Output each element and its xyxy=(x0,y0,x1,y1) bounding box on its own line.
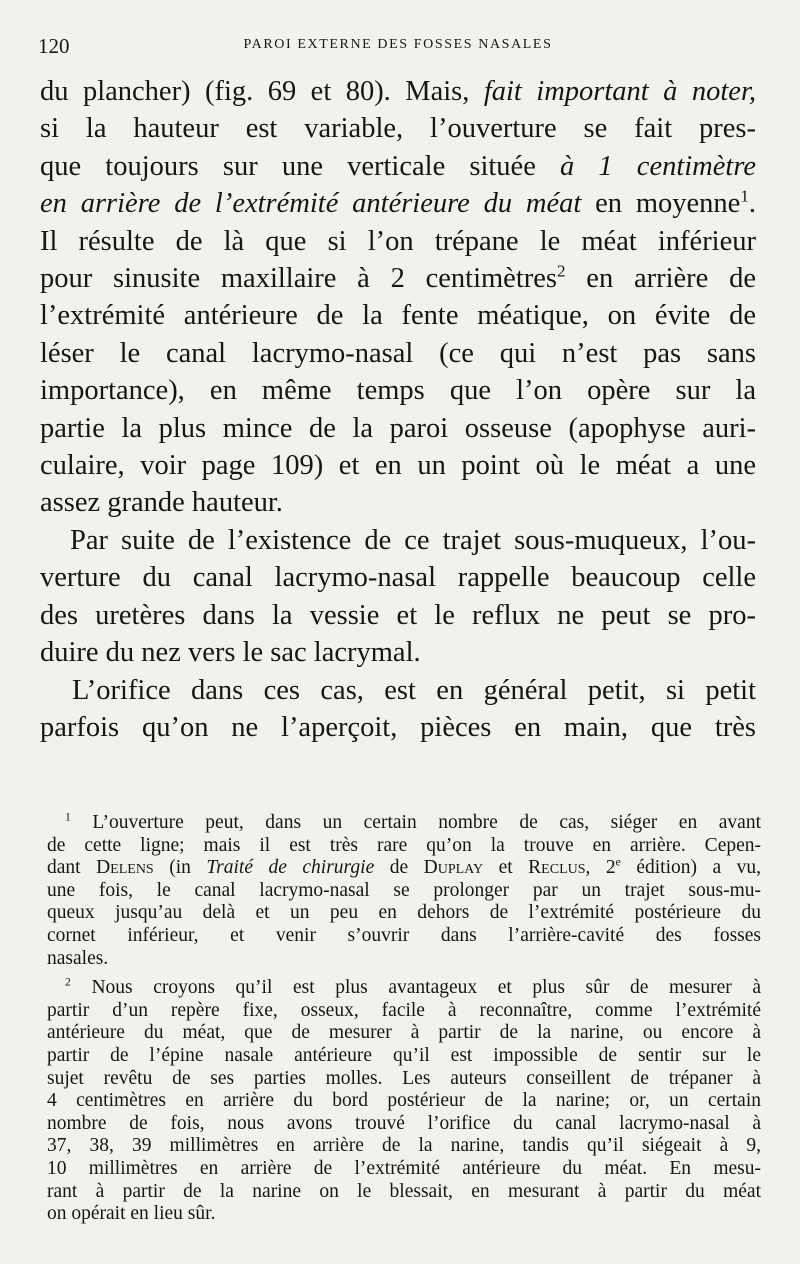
text-span: que toujours sur une verticale située xyxy=(40,150,560,182)
text-span: de xyxy=(374,857,424,879)
main-text xyxy=(40,73,756,746)
text-line: en arrière de l’extrémité antérieure du méat en moyenne$^1$. xyxy=(40,186,756,220)
footnote-line: rant à partir de la narine on le blessait, en mesurant à partir du méat xyxy=(47,1180,761,1202)
author-name: Delens xyxy=(96,857,154,879)
text-line: duire du nez vers le sac lacrymal. xyxy=(40,637,421,669)
footnote-line: 4 centimètres en arrière du bord postérieur de la narine; or, un certain xyxy=(47,1090,761,1112)
footnotes xyxy=(47,812,761,1226)
footnote-marker: 1 xyxy=(65,810,71,824)
footnote-ref: 1 xyxy=(740,186,749,206)
text-line: verture du canal lacrymo-nasal rappelle beaucoup celle xyxy=(40,562,756,594)
footnote-line xyxy=(47,977,761,1000)
text-line: l’extrémité antérieure de la fente méatique, on évite de xyxy=(40,300,756,332)
text-span: édition) a vu, xyxy=(620,857,762,879)
author-name: Reclus xyxy=(528,857,586,879)
text-line xyxy=(40,260,756,297)
text-line: Il résulte de là que si l’on trépane le méat inférieur xyxy=(40,225,756,257)
text-line: parfois qu’on ne l’aperçoit, pièces en main, que très xyxy=(40,711,756,743)
text-span: en arrière de xyxy=(565,263,756,295)
edition-superscript: e xyxy=(615,855,621,869)
footnote-line: nombre de fois, nous avons trouvé l’orifice du canal lacrymo-nasal à xyxy=(47,1112,761,1134)
footnote-line: cornet inférieur, et venir s’ouvrir dans l’arrière-cavité des fosses xyxy=(47,924,761,946)
footnote-line: sujet revêtu de ses parties molles. Les auteurs conseillent de trépaner à xyxy=(47,1067,761,1089)
footnote-line: une fois, le canal lacrymo-nasal se prolonger par un trajet sous-mu- xyxy=(47,879,761,901)
text-span: (in xyxy=(153,857,207,879)
footnote-line: 37, 38, 39 millimètres en arrière de la narine, tandis qu’il siégeait à 9, xyxy=(47,1135,761,1157)
text-line: Par suite de l’existence de ce trajet sous-muqueux, l’ou- xyxy=(70,524,756,556)
text-line xyxy=(40,73,756,110)
text-line: culaire, voir page 109) et en un point où le méat a une xyxy=(40,450,756,482)
text-line: L’orifice dans ces cas, est en général petit, si petit xyxy=(72,674,756,706)
footnote-line: de cette ligne; mais il est très rare qu’on la trouve en arrière. Cepen- xyxy=(47,834,761,856)
footnote-line: on opérait en lieu sûr. xyxy=(47,1203,216,1225)
page-header xyxy=(38,34,758,60)
footnote-line: antérieure du méat, que de mesurer à partir de la narine, ou encore à xyxy=(47,1022,761,1044)
text-line xyxy=(40,148,756,185)
footnote-line xyxy=(47,857,761,880)
footnote-line: queux jusqu’au delà et un peu en dehors de l’extrémité postérieure du xyxy=(47,902,761,924)
footnote-line: partir de l’épine nasale antérieure qu’il est impossible de sentir sur le xyxy=(47,1044,761,1066)
text-span: du plancher) (fig. 69 et 80). Mais, xyxy=(40,76,484,107)
footnote-marker: 2 xyxy=(65,975,71,989)
footnote-line xyxy=(47,812,761,835)
text-line: léser le canal lacrymo-nasal (ce qui n’est pas sans xyxy=(40,337,756,369)
text-span: pour sinusite maxillaire à 2 centimètres xyxy=(40,263,557,295)
footnote-line: nasales. xyxy=(47,947,109,969)
footnote-line: 10 millimètres en arrière de l’extrémité antérieure du méat. En mesu- xyxy=(47,1157,761,1179)
text-line: partie la plus mince de la paroi osseuse (apophyse auri- xyxy=(40,412,756,444)
text-span: L’ouverture peut, dans un certain nombre de cas, siéger en avant xyxy=(70,812,761,833)
italic-phrase: en arrière de l’extrémité antérieure du méat xyxy=(40,188,582,220)
text-span: en moyenne xyxy=(581,188,741,220)
text-line: importance), en même temps que l’on opère sur la xyxy=(40,375,756,407)
text-span: , 2 xyxy=(585,857,616,879)
text-line: si la hauteur est variable, l’ouverture se fait pres- xyxy=(40,113,756,145)
footnote-line: partir d’un repère fixe, osseux, facile à reconnaître, comme l’extrémité xyxy=(47,999,761,1021)
italic-phrase: fait important à noter, xyxy=(483,76,757,107)
text-span: Nous croyons qu’il est plus avantageux et plus sûr de mesurer à xyxy=(70,977,761,999)
text-line: des uretères dans la vessie et le reflux ne peut se pro- xyxy=(40,599,756,631)
book-title: Traité de chirurgie xyxy=(206,857,375,879)
text-line: assez grande hauteur. xyxy=(40,487,283,519)
running-head: PAROI EXTERNE DES FOSSES NASALES xyxy=(243,37,553,52)
italic-phrase: à 1 centimètre xyxy=(560,150,757,182)
page-number: 120 xyxy=(38,34,70,58)
footnote-ref: 2 xyxy=(556,261,566,281)
author-name: Duplay xyxy=(423,857,484,879)
text-span: et xyxy=(483,857,529,879)
text-span: dant xyxy=(47,857,97,879)
